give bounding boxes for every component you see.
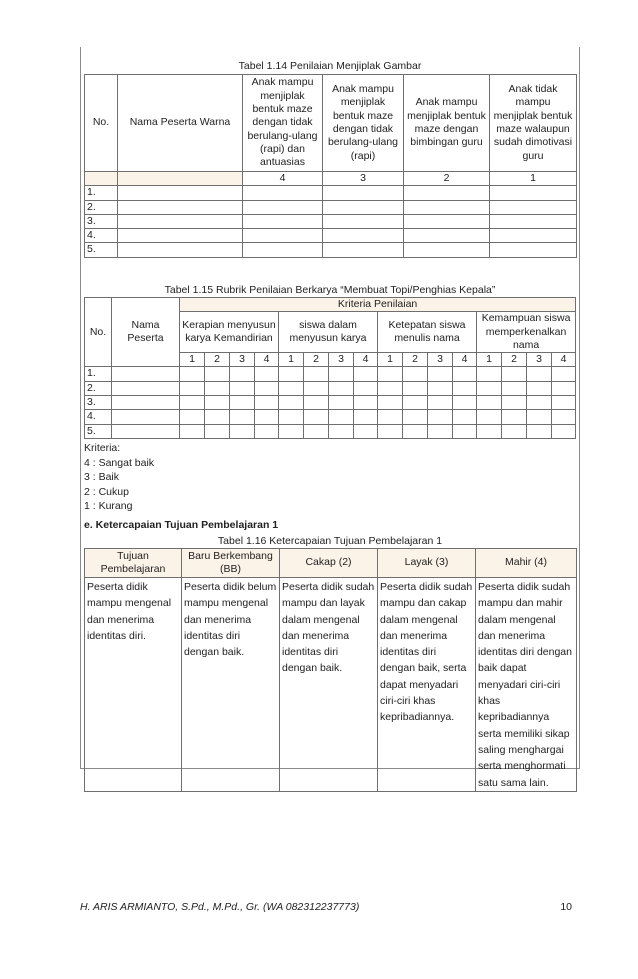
- kriteria-item: 3 : Baik: [84, 471, 120, 484]
- t15-header-kriteria: Kriteria Penilaian: [180, 298, 576, 312]
- table14: [84, 74, 577, 258]
- t16-header: Baru Berkembang (BB): [182, 549, 280, 578]
- t15-header-k3: Ketepatan siswa menulis nama: [378, 312, 477, 353]
- t15-score: 1: [477, 353, 502, 367]
- t15-header-no: No.: [85, 298, 112, 367]
- page-number: 10: [560, 901, 572, 913]
- table-row: [85, 367, 576, 381]
- table15-caption: Tabel 1.15 Rubrik Penilaian Berkarya “Membuat Topi/Penghias Kepala”: [164, 284, 496, 296]
- t15-header-k1: Kerapian menyusun karya Kemandirian: [180, 312, 279, 353]
- footer-author: H. ARIS ARMIANTO, S.Pd., M.Pd., Gr. (WA 082312237773): [80, 901, 360, 913]
- row-number: 4.: [85, 229, 118, 243]
- table-row: [85, 424, 576, 438]
- t16-header: Cakap (2): [280, 549, 378, 578]
- row-number: 3.: [85, 214, 118, 228]
- table-row: [85, 578, 577, 792]
- row-number: 1.: [85, 186, 118, 200]
- row-number: 5.: [85, 243, 118, 257]
- t15-score: 1: [378, 353, 403, 367]
- table-row: [85, 229, 577, 243]
- t14-header-c2: Anak mampu menjiplak bentuk maze dengan tidak berulang-ulang (rapi): [323, 75, 404, 172]
- t14-header-c1: Anak mampu menjiplak bentuk maze dengan tidak berulang-ulang (rapi) dan antuasias: [243, 75, 323, 172]
- table-row: [85, 381, 576, 395]
- t15-score: 3: [230, 353, 255, 367]
- t15-score: 4: [255, 353, 279, 367]
- t16-cell: Peserta didik sudah mampu dan cakap dalam mengenal dan menerima identitas diri dengan baik, serta dapat menyadari ciri-ciri khas kepribadiannya.: [378, 578, 476, 792]
- table14-caption: Tabel 1.14 Penilaian Menjiplak Gambar: [238, 60, 422, 72]
- t15-score: 2: [205, 353, 230, 367]
- t15-score: 4: [354, 353, 378, 367]
- kriteria-item: 2 : Cukup: [84, 485, 129, 498]
- t15-score: 1: [279, 353, 304, 367]
- t15-score: 3: [527, 353, 552, 367]
- t15-score: 2: [502, 353, 527, 367]
- t14-header-c4: Anak tidak mampu menjiplak bentuk maze walaupun sudah dimotivasi guru: [490, 75, 577, 172]
- t15-header-name: Nama Peserta: [112, 298, 180, 367]
- t14-header-name: Nama Peserta Warna: [118, 75, 243, 172]
- t16-cell: Peserta didik sudah mampu dan layak dalam mengenal dan menerima identitas diri dengan baik.: [280, 578, 378, 792]
- t16-header: Tujuan Pembelajaran: [85, 549, 182, 578]
- row-number: 3.: [85, 396, 112, 410]
- kriteria-list: [84, 441, 154, 514]
- t16-header: Layak (3): [378, 549, 476, 578]
- t16-cell: Peserta didik sudah mampu dan mahir dalam mengenal dan menerima identitas diri dengan baik dapat menyadari ciri-ciri khas kepribadiannya serta memiliki sikap saling menghargai serta menghormati satu sama lain.: [476, 578, 577, 792]
- row-number: 5.: [85, 424, 112, 438]
- kriteria-title: Kriteria:: [84, 442, 121, 454]
- section-title: e. Ketercapaian Tujuan Pembelajaran 1: [84, 519, 279, 531]
- t14-score: 3: [323, 172, 404, 186]
- t15-score: 3: [329, 353, 354, 367]
- kriteria-item: 1 : Kurang: [84, 500, 133, 513]
- table-row: [85, 243, 577, 257]
- table-row: [85, 396, 576, 410]
- t15-header-k2: siswa dalam menyusun karya: [279, 312, 378, 353]
- t14-score: 2: [404, 172, 490, 186]
- t15-score: 1: [180, 353, 205, 367]
- t16-header: Mahir (4): [476, 549, 577, 578]
- table-row: [85, 214, 577, 228]
- t15-header-k4: Kemampuan siswa memperkenalkan nama: [477, 312, 576, 353]
- row-number: 4.: [85, 410, 112, 424]
- t16-cell: Peserta didik belum mampu mengenal dan menerima identitas diri dengan baik.: [182, 578, 280, 792]
- table-row: [85, 410, 576, 424]
- t16-cell: Peserta didik mampu mengenal dan menerima identitas diri.: [85, 578, 182, 792]
- t14-score: 4: [243, 172, 323, 186]
- row-number: 1.: [85, 367, 112, 381]
- t15-score: 2: [403, 353, 428, 367]
- t14-header-no: No.: [85, 75, 118, 172]
- table15: [84, 297, 576, 439]
- t15-score: 4: [453, 353, 477, 367]
- t14-header-c3: Anak mampu menjiplak bentuk maze dengan bimbingan guru: [404, 75, 490, 172]
- table16: [84, 548, 577, 792]
- row-number: 2.: [85, 200, 118, 214]
- table-row: [85, 200, 577, 214]
- t14-score: 1: [490, 172, 577, 186]
- t15-score: 3: [428, 353, 453, 367]
- kriteria-item: 4 : Sangat baik: [84, 456, 155, 469]
- table-row: [85, 186, 577, 200]
- row-number: 2.: [85, 381, 112, 395]
- table16-caption: Tabel 1.16 Ketercapaian Tujuan Pembelajaran 1: [217, 535, 443, 547]
- t15-score: 2: [304, 353, 329, 367]
- t15-score: 4: [552, 353, 576, 367]
